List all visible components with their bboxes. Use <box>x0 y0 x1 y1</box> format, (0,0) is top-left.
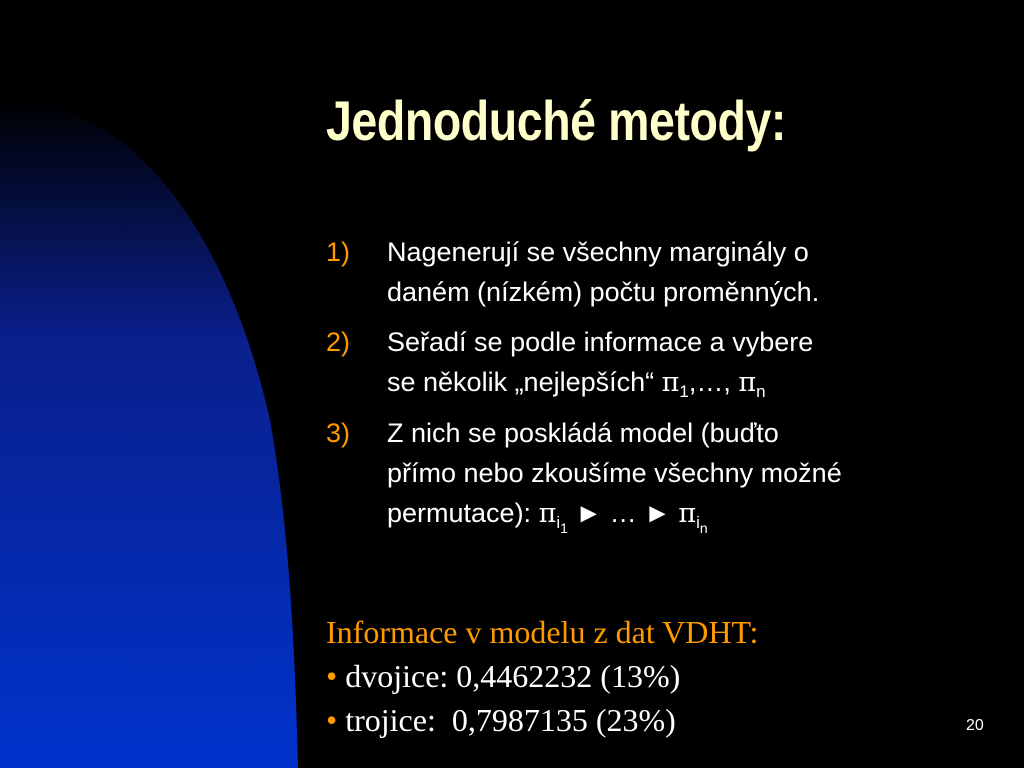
slide-title: Jednoduché metody: <box>326 89 786 152</box>
item-line: přímo nebo zkoušíme všechny možné <box>387 458 842 488</box>
info-section <box>326 610 758 742</box>
arrow-sequence: ► … ► <box>567 498 679 528</box>
info-line-triples <box>326 698 758 742</box>
bullet-dot: • <box>326 702 338 738</box>
info-line-pairs <box>326 654 758 698</box>
subscript: n <box>756 382 766 401</box>
pi-symbol: π <box>538 498 557 529</box>
item-line: Z nich se poskládá model (buďto <box>387 418 779 448</box>
line-text: se několik „nejlepších“ <box>387 367 662 397</box>
subscript <box>696 513 708 536</box>
item-number: 1) <box>326 237 351 267</box>
list-item <box>326 232 1006 312</box>
subscript-i: i <box>696 513 700 532</box>
item-text <box>387 413 1006 534</box>
line-text: ,…, <box>688 367 739 397</box>
subscript <box>556 513 568 536</box>
method-list <box>326 232 1006 544</box>
item-line: Nagenerují se všechny marginály o <box>387 237 809 267</box>
pi-symbol: π <box>738 367 757 398</box>
info-heading: Informace v modelu z dat VDHT: <box>326 614 759 650</box>
info-text: dvojice: 0,4462232 (13%) <box>337 658 681 694</box>
bullet-dot: • <box>326 658 338 694</box>
subscript: 1 <box>679 382 689 401</box>
item-line: daném (nízkém) počtu proměnných. <box>387 277 820 307</box>
list-item <box>326 413 1006 534</box>
pi-symbol: π <box>678 498 697 529</box>
item-number: 3) <box>326 418 351 448</box>
subscript-i: i <box>556 513 561 532</box>
subscript-1: 1 <box>560 520 568 536</box>
item-line: Seřadí se podle informace a vybere <box>387 327 814 357</box>
list-item <box>326 322 1006 403</box>
pi-symbol: π <box>661 367 680 398</box>
item-line <box>387 493 1006 534</box>
item-text <box>387 232 1006 312</box>
page-number: 20 <box>966 717 984 734</box>
info-text: trojice: 0,7987135 (23%) <box>337 702 676 738</box>
item-text <box>387 322 1006 403</box>
item-line <box>387 362 1006 403</box>
subscript-n: n <box>699 520 708 536</box>
item-number: 2) <box>326 327 351 357</box>
line-text: permutace): <box>387 498 539 528</box>
